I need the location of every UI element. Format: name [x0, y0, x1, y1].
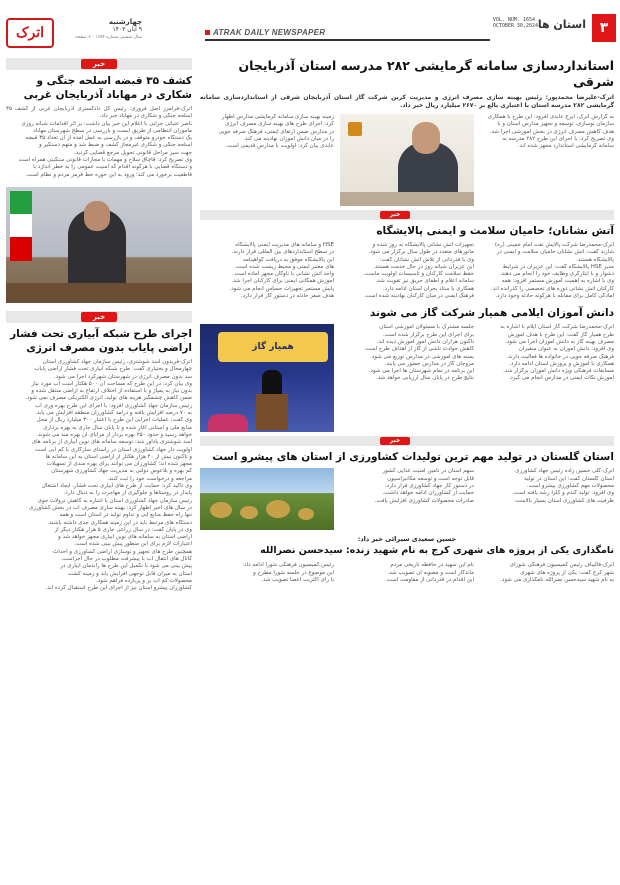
- story-column: [480, 468, 614, 530]
- text-line: اسد شوشتری یادآور شد: توسعه سامانه های نوین آبیاری از برنامه های: [31, 439, 192, 446]
- text-line: را در میان دانش آموزان نهادینه می کند.: [243, 135, 334, 142]
- text-line: اترک-محمدرضا شرکت پالایش نفت امام خمینی (ره): [494, 242, 614, 248]
- story3-columns: [200, 324, 614, 432]
- news-badge: خبر: [81, 59, 117, 69]
- text-line: در مدارس ضمن ارتقای ایمنی، فرهنگ صرفه جویی: [218, 128, 334, 135]
- story-body: [6, 359, 192, 593]
- person-face: [84, 201, 110, 231]
- text-line: اترک-قالیباف رئیس کمیسیون فرهنگی شورای: [509, 562, 614, 569]
- text-line: مدیر HSE پالایشگاه گفت: این عزیزان در شرایط: [502, 263, 614, 270]
- text-line: رئیس سازمان جهاد کشاورزی افزود: با اجرای این طرح بهره وری آب: [35, 402, 192, 409]
- text-line: نام این شهید در حافظه تاریخی مردم: [390, 562, 474, 569]
- news-divider: [200, 436, 614, 446]
- story2-columns: [200, 242, 614, 300]
- text-line: مروجان گاز در مدارس حضور می یابند.: [384, 360, 474, 367]
- day-name: چهارشنبه: [108, 18, 142, 26]
- text-line: با رای اکثریت اعضا تصویب شد.: [261, 576, 334, 583]
- news-badge: خبر: [380, 437, 410, 445]
- person-face: [412, 122, 440, 154]
- text-line: کشاورزان پیشرو استان نیز از اجرای این طرح استقبال کرده اند.: [45, 585, 192, 592]
- text-line: و تاکنون بیش از ۴۰ هزار هکتار از اراضی استان به این سامانه ها: [45, 453, 192, 460]
- hay-bale: [240, 506, 258, 519]
- text-line: سازمان نوسازی، توسعه و تجهیز مدارس استان و با: [497, 121, 614, 128]
- page-number: ۳: [592, 14, 616, 42]
- text-line: یک دستگاه خودرو متوقف و در بازرسی به عمل آمده از آن تعداد ۳۵ قبضه: [25, 135, 192, 142]
- story-column: [340, 324, 474, 432]
- text-line: کرد: اجرای طرح های بهینه سازی مصرف انرژی: [225, 121, 334, 128]
- story5-columns: [200, 562, 614, 584]
- text-line: عابدی بیان کرد: اولویت با مدارس قدیمی است.: [225, 143, 334, 150]
- newspaper-logo: اترک: [6, 18, 54, 48]
- text-line: سامانه گرمایشی استاندارد مجهز شده اند.: [517, 143, 614, 150]
- story4-columns: [200, 468, 614, 530]
- text-line: وی گفت: عملیات اجرایی این طرح با اعتبار ۳۰۰ میلیارد ریال از محل: [36, 417, 192, 424]
- text-line: صادرات محصولات کشاورزی افزایش یافت.: [374, 497, 474, 504]
- story-column: [200, 562, 334, 584]
- text-line: تجهیزات آتش نشانی پالایشگاه به روز شده و: [372, 242, 474, 248]
- text-line: بسته های آموزشی در مدارس توزیع می شود.: [370, 353, 474, 360]
- desk-graphic: [340, 192, 474, 206]
- text-line: حمایت از کشاورزان ادامه خواهد داشت.: [382, 490, 474, 497]
- text-line: جهت سیر مراحل قانونی تحویل مرجع قضایی گردید.: [73, 149, 192, 156]
- news-badge: خبر: [380, 211, 410, 219]
- lectern-graphic: [256, 394, 288, 430]
- story-title[interactable]: استان گلستان در تولید مهم ترین تولیدات کشاورزی از استان های پیشرو است: [212, 451, 614, 464]
- story-title[interactable]: کشف ۳۵ قبضه اسلحه جنگی و شکاری در مهاباد آذربایجان غربی: [23, 75, 192, 101]
- story1-columns: [200, 114, 614, 206]
- text-line: واحد آتش نشانی با ناوگان مجهز آماده است.: [232, 271, 334, 278]
- text-line: پایدار در روستاها و جلوگیری از مهاجرت را به دنبال دارد.: [63, 490, 192, 497]
- text-line: فرهنگ ایمنی در میان کارکنان نهادینه شده است.: [363, 293, 474, 300]
- text-line: وی با اشاره به اهمیت آموزش مستمر افزود: همه: [501, 278, 614, 285]
- text-line: این پالایشگاه موفق به دریافت گواهینامه: [243, 256, 334, 263]
- desk-graphic: [6, 283, 192, 303]
- text-line: سامانه اعلام و اطفای حریق نیز تقویت شد.: [375, 278, 474, 285]
- news-divider: [6, 58, 192, 70]
- headline-lead: اترک-علیرضا محمدپور: رئیس بهینه سازی مصرف انرژی و مدیریت کربن شرکت گاز استان آذربایجان شرقی از استانداردسازی سامانه گرمایشی ۲۸۲ مدرسه استان با اعتباری بالغ بر ۲۶۷۰ میلیارد ریال خبر داد.: [200, 94, 614, 109]
- text-line: دستگاه های مرتبط باید در این زمینه همکاری جدی داشته باشند.: [47, 519, 192, 526]
- story-column: [480, 114, 614, 206]
- text-line: محصولات مهم کشاورزی پیشرو است.: [526, 482, 614, 489]
- text-line: وی تصریح کرد: با اجرای این طرح ۲۸۲ مدرسه به: [502, 135, 614, 142]
- main-area: [200, 58, 614, 584]
- text-line: در دستور کار جهاد کشاورزی قرار دارد.: [385, 482, 474, 489]
- story-column: [480, 242, 614, 300]
- text-line: به گزارش اترک، ایرج عابدی افزود: این طرح با همکاری: [487, 114, 614, 120]
- story-column: [480, 562, 614, 584]
- text-line: محصولات کم آب بر و پربازده فراهم شود.: [95, 577, 192, 584]
- text-line: مانورهای متعدد در طول سال برگزار می شود.: [368, 249, 474, 256]
- event-banner: همیار گاز: [218, 332, 328, 362]
- text-line: حفظ سلامت کارکنان و تاسیسات اولویت ماست.: [363, 271, 474, 278]
- text-line: آمادگی کامل برای مقابله با هرگونه حادثه وجود دارد.: [495, 293, 614, 300]
- text-line: اترک-فرامرز اصل فروری: رئیس کل دادگستری آذربایجان غربی از کشف ۳۵: [6, 106, 192, 112]
- hay-bale: [266, 500, 290, 518]
- story-column: [200, 242, 334, 300]
- text-line: و دستگاه قضایی با هرگونه اقدام که امنیت عمومی را به خطر اندازد با: [33, 164, 192, 171]
- hay-bale: [298, 508, 314, 520]
- story-body: [6, 106, 192, 179]
- company-logo-icon: [348, 122, 362, 136]
- text-line: اترک-گلی حسین زاده رئیس جهاد کشاورزی: [515, 468, 614, 475]
- text-line: ماموران انتظامی از طریق ایست و بازرسی در سطح شهرستان مهاباد: [33, 127, 192, 134]
- text-line: ضمن کاهش چشمگیر هزینه های تولید، انرژی الکتریکی مصرف نمی شود.: [25, 395, 192, 402]
- text-line: همچنین طرح های تجهیز و نوسازی اراضی کشاورزی و احداث: [53, 548, 192, 555]
- text-line: وی در پایان گفت: در سال زراعی جاری ۵ هزار هکتار دیگر از: [54, 526, 192, 533]
- story-title[interactable]: آتش نشانان؛ حامیان سلامت و ایمنی پالایشگاه: [376, 225, 614, 237]
- event-photo: [200, 324, 334, 432]
- text-line: زمینه بهینه سازی سامانه گرمایشی مدارس اظهار: [221, 114, 334, 120]
- news-divider: [6, 311, 192, 323]
- date-block: [60, 18, 142, 42]
- text-line: رئیس کمیسیون فرهنگی شورا ادامه داد:: [242, 562, 334, 569]
- text-line: HSE و سامانه های مدیریت ایمنی پالایشگاه: [235, 242, 334, 248]
- text-line: کانال های انتقال آب با پیشرفت مطلوب در حال اجراست.: [60, 555, 192, 562]
- text-line: مسابقات فرهنگی ویژه دانش آموزان برگزار شد.: [503, 368, 614, 375]
- page-header: [0, 14, 620, 52]
- text-line: وی افزود: تولید گندم و کلزا رشد یافته است.: [512, 490, 614, 497]
- issue-subline: سال ششم، شماره ۱۶۵۴ - ۸ صفحه: [75, 35, 142, 40]
- text-line: ناصر عتباتی جزایی با اعلام این خبر بیان داشت: بر اثر اقدامات شبانه روزی: [21, 120, 192, 127]
- ceo-photo: [340, 114, 474, 206]
- text-line: کاهش حوادث ناشی از گاز از اهداف طرح است.: [363, 346, 474, 353]
- text-line: ظرفیت های کشاورزی استان بسیار بالاست.: [513, 497, 614, 504]
- section-title: استان ها: [537, 18, 586, 31]
- text-line: اترک-فریدون اسد شوشتری، رئیس سازمان جهاد کشاورزی استان: [42, 358, 192, 365]
- headline[interactable]: استانداردسازی سامانه گرمایشی ۲۸۲ مدرسه استان آذربایجان شرقی: [238, 58, 614, 89]
- text-line: سهم استان در تامین امنیت غذایی کشور: [382, 468, 474, 475]
- story-title[interactable]: اجرای طرح شبکه آبیاری تحت فشار اراضی پایاب بدون مصرف انرژی: [10, 327, 192, 354]
- text-line: استان گلستان گفت: این استان در تولید: [524, 475, 614, 482]
- text-line: هدف صفر حادثه در دستور کار قرار دارد.: [240, 293, 334, 300]
- text-line: های معتبر ایمنی و محیط زیست شده است.: [234, 263, 334, 270]
- text-line: آموزش همگانی ایمنی برای کارکنان اجرا شد.: [231, 278, 334, 285]
- text-line: وی تصریح کرد: قاچاق سلاح و مهمات با مجازات قانونی سنگینی همراه است: [18, 157, 192, 164]
- text-line: اعتبارات لازم برای این منظور پیش بینی شده است.: [74, 541, 192, 548]
- text-line: فرهنگ صرفه جویی در خانواده ها فعالیت دارند.: [506, 353, 614, 360]
- text-line: منابع ملی و استانی آغاز شده و تا پایان سال جاری به بهره برداری: [43, 424, 192, 431]
- text-line: وی تاکید کرد: حمایت از طرح های آبیاری تحت فشار، ایجاد اشتغال: [41, 483, 192, 490]
- text-line: اترک-محمدرضا شرکت گاز استان ایلام با اشاره به: [500, 324, 614, 331]
- volume-number: VOL. NUM. 1654: [492, 17, 535, 23]
- text-line: اسلحه جنگی و شکاری در مهاباد خبر داد.: [99, 113, 192, 120]
- text-line: کم بهره و بلاعوض دولتی به مدیریت جهاد کشاورزی شهرستان: [51, 468, 192, 475]
- text-line: در سال های اخیر اظهار کرد: بهینه سازی مصرف آب در بخش کشاورزی: [28, 504, 192, 511]
- text-line: ماندگار است و مصوبه آن تصویب شد.: [387, 569, 474, 576]
- text-line: این برنامه در تمام شهرستان ها اجرا می شود.: [368, 368, 474, 375]
- farm-photo: [200, 468, 334, 530]
- text-line: استان به میزان قابل توجهی افزایش یابد و زمینه کشت: [67, 570, 192, 577]
- volume-info: [493, 17, 538, 29]
- text-line: دشوار و با ایثارگری وظایف خود را انجام می دهند.: [499, 271, 614, 278]
- flag-graphic: [10, 191, 32, 261]
- official-photo: [6, 187, 192, 303]
- story-column: [340, 562, 474, 584]
- text-line: قاطعیت برخورد می کند؛ ورود به این حوزه خط قرمز مردم و نظام است.: [25, 171, 192, 178]
- story-title[interactable]: نامگذاری یکی از پروژه های شهری کرج به نام شهید زنده: سیدحسن نصرالله: [260, 545, 614, 557]
- text-line: تنها راه حفظ منابع آبی و تداوم تولید در استان است و همه: [59, 512, 192, 519]
- text-line: به نام شهید سیدحسن نصرالله نامگذاری می شود.: [500, 576, 614, 583]
- text-line: سد بدون مصرف انرژی در شهرستان شهرکرد اجرا می شود.: [53, 373, 192, 380]
- text-line: این اقدام در قدردانی از مقاومت است.: [385, 576, 474, 583]
- text-line: پایش مستمر تجهیزات حساس انجام می شود.: [229, 285, 334, 292]
- text-line: در سطح استانداردهای بین المللی قرار دارند.: [231, 249, 334, 256]
- text-line: هدف کاهش مصرف انرژی در بخش آموزشی اجرا شد.: [489, 128, 614, 135]
- story-column: [480, 324, 614, 432]
- story-column: [340, 242, 474, 300]
- hay-bale: [210, 502, 232, 518]
- issue-date-en: OCTOBER 30,2024: [492, 23, 538, 29]
- news-divider: [200, 210, 614, 220]
- text-line: وی بیان کرد: در این طرح که مساحت آن ۵۰۰ هکتار است آب مورد نیاز: [31, 380, 192, 387]
- story-column: [340, 468, 474, 530]
- text-line: چهارمحال و بختیاری گفت: طرح شبکه آبیاری تحت فشار اراضی پایاب: [34, 366, 192, 373]
- text-line: شهر کرج گفت: یکی از پروژه های شهری: [520, 569, 614, 576]
- text-line: پالایشگاه هستند.: [576, 256, 614, 263]
- text-line: طرح همیار گاز گفت: این طرح با هدف آموزش: [507, 331, 614, 338]
- text-line: خواهد رسید و حدود ۲۵۰ بهره بردار از مزایای آن بهره مند می شوند.: [36, 431, 192, 438]
- left-column: [6, 58, 192, 878]
- text-line: قابل توجه است و توسعه مکانیزاسیون: [387, 475, 474, 482]
- text-line: کارکنان آتش نشانی دوره های تخصصی را گذرانده اند.: [491, 285, 614, 292]
- text-line: نتایج طرح در پایان سال ارزیابی خواهد شد.: [376, 375, 474, 382]
- text-line: برای اجرای این طرح برگزار شده است.: [383, 331, 474, 338]
- text-line: آموزش نکات ایمنی در مدارس انجام می گیرد.: [508, 375, 614, 382]
- text-line: همکاری با آموزش و پرورش استان ادامه دارد.: [509, 360, 614, 367]
- news-badge: خبر: [81, 312, 117, 322]
- story-kicker: حسین سعیدی سیرائی خبر داد:: [357, 535, 457, 544]
- text-line: مجهز شده اند؛ کشاورزان می توانند برای بهره مندی از تسهیلات: [46, 461, 192, 468]
- text-line: وی با قدردانی از تلاش آتش نشانان گفت:: [379, 256, 474, 263]
- text-line: اراضی استان به سامانه های نوین آبیاری مجهز خواهد شد و: [58, 534, 192, 541]
- text-line: رئیس سازمان جهاد کشاورزی استان با اشاره به کاهش نزولات جوی: [37, 497, 192, 504]
- text-line: وی افزود: دانش آموزان به عنوان سفیران: [518, 346, 614, 353]
- text-line: جلسه مشترک با مسئولان آموزشی استان: [379, 324, 474, 331]
- text-line: این عزیزان شبانه روز در حال خدمت هستند.: [373, 263, 474, 270]
- text-line: اسلحه جنگی و شکاری غیرمجاز کشف و ضبط شد و متهم دستگیر و: [39, 142, 192, 149]
- story-column: [200, 114, 334, 206]
- text-line: به ۷۰ درصد افزایش یافته و درآمد کشاورزان منطقه افزایش می یابد.: [35, 410, 192, 417]
- text-line: اولویت دار جهاد کشاورزی استان در راستای سازگاری با کم آبی است: [35, 446, 192, 453]
- text-line: شازند گفت: آتش نشانان حامیان سلامت و ایمنی در: [496, 249, 614, 256]
- text-line: بدون نیاز به پمپاژ و با استفاده از اختلاف ارتفاع به اراضی منتقل شده و: [31, 388, 192, 395]
- text-line: مصرف بهینه گاز به دانش آموزان اجرا می شود.: [505, 338, 614, 345]
- paper-name: ATRAK DAILY NEWSPAPER: [205, 28, 325, 37]
- flowers-graphic: [208, 414, 248, 432]
- text-line: پیش بینی می شود با تکمیل این طرح ها راندمان آبیاری در: [60, 563, 192, 570]
- date-fa: ۹ آبان ۱۴۰۳: [112, 26, 142, 33]
- text-line: تاکنون هزاران دانش آموز آموزش دیده اند.: [376, 338, 474, 345]
- header-rule: [205, 39, 490, 41]
- text-line: همکاری با ستاد بحران استان ادامه دارد.: [382, 285, 474, 292]
- text-line: مراجعه و درخواست خود را ثبت کنند.: [107, 475, 192, 482]
- text-line: این موضوع در جلسه شورا مطرح و: [253, 569, 334, 576]
- story-title[interactable]: دانش آموزان ایلامی همیار شرکت گاز می شوند: [369, 307, 614, 320]
